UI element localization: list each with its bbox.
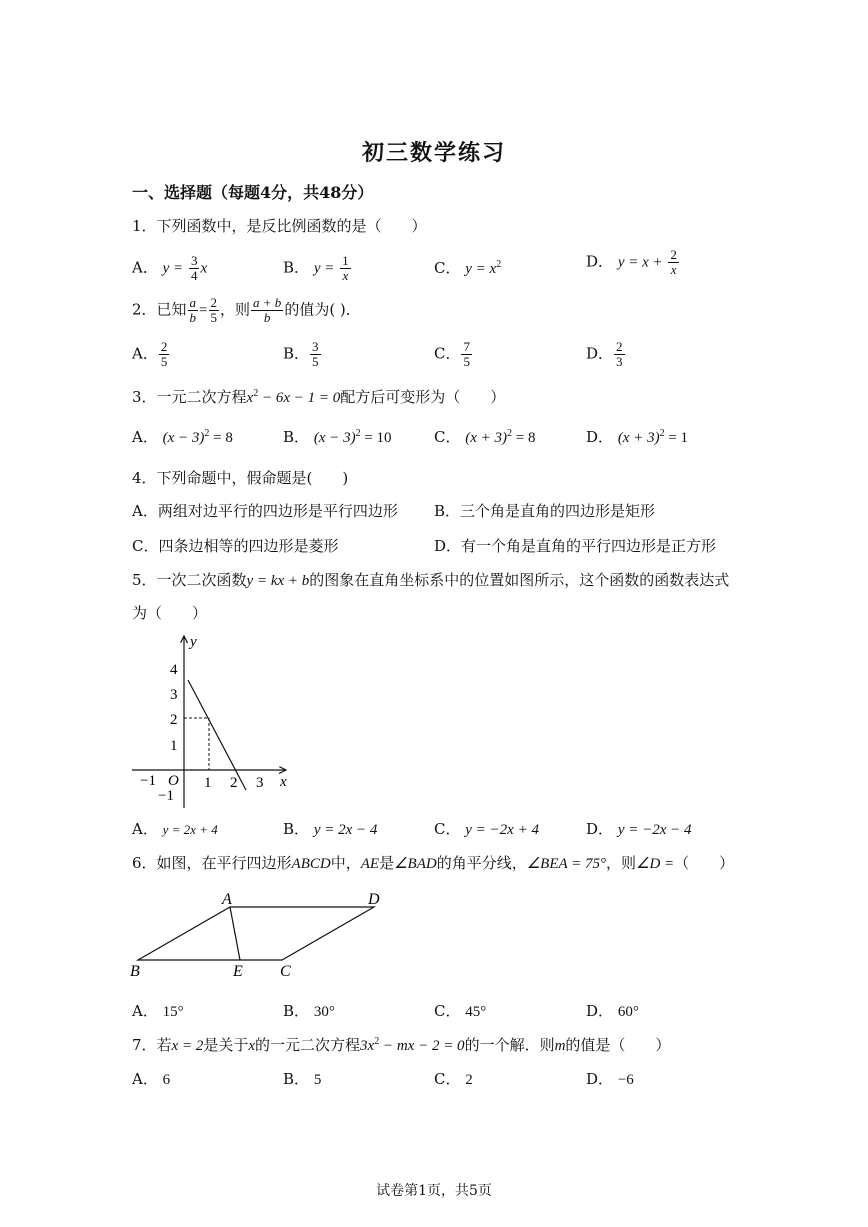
math: y = kx + b xyxy=(246,573,310,589)
math: ABCD xyxy=(291,856,331,872)
q7-option-b[interactable] xyxy=(283,1068,321,1089)
page-footer: 试卷第1页，共5页 xyxy=(376,1183,492,1199)
text: 2．已知 xyxy=(132,300,187,319)
option-label: A． xyxy=(132,258,158,277)
question-1-stem: 1．下列函数中，是反比例函数的是（ ） xyxy=(132,217,427,235)
text: 是 xyxy=(379,854,395,872)
q3-option-d[interactable] xyxy=(586,426,688,447)
text: 中， xyxy=(330,854,361,872)
vertex-c-label: C xyxy=(280,963,291,980)
fraction: $\frac{2}{3}$ xyxy=(616,339,623,369)
question-5-stem-line2: 为（ ） xyxy=(132,604,208,622)
text: 的一个解．则 xyxy=(464,1036,555,1054)
answer-value: 2 xyxy=(465,1072,473,1088)
parallelogram-abcd xyxy=(138,907,374,960)
fraction: $\frac{2}{5}$ xyxy=(210,295,218,325)
x-tick-label: 2 xyxy=(230,775,238,791)
math: y = xyxy=(162,260,184,277)
fraction: $\frac{a + b}{b}$ xyxy=(253,295,282,325)
text: 3．一元二次方程 xyxy=(132,388,247,406)
option-label: C． xyxy=(434,1070,461,1088)
option-label: D． xyxy=(586,428,614,446)
function-line xyxy=(188,680,246,790)
text: ，则 xyxy=(606,854,637,872)
answer-value: 45° xyxy=(465,1004,487,1020)
q6-option-d[interactable] xyxy=(586,1000,639,1021)
math: − mx − 2 = 0 xyxy=(379,1038,465,1054)
x-tick-label: 3 xyxy=(256,775,264,791)
math: = 10 xyxy=(360,430,392,446)
fraction: $\frac{3}{5}$ xyxy=(312,339,319,369)
math: (x − 3) xyxy=(162,430,205,446)
q3-option-a[interactable] xyxy=(132,426,233,447)
q4-option-b[interactable]: B．三个角是直角的四边形是矩形 xyxy=(434,502,656,520)
exponent: 2 xyxy=(204,428,210,439)
option-label: D． xyxy=(586,344,614,363)
q1-option-d[interactable] xyxy=(586,248,680,277)
q2-option-b[interactable] xyxy=(283,340,322,369)
answer-value: 30° xyxy=(313,1004,335,1020)
q5-option-d[interactable] xyxy=(586,818,692,839)
math: 3x xyxy=(360,1038,375,1054)
page-title: 初三数学练习 xyxy=(361,140,506,166)
q2-option-d[interactable] xyxy=(586,340,626,369)
option-label: B． xyxy=(283,344,310,363)
option-label: A． xyxy=(132,820,158,838)
y-axis-label: y xyxy=(190,634,197,650)
q3-option-c[interactable] xyxy=(434,426,536,447)
question-7-stem xyxy=(132,1034,670,1055)
answer-value: 15° xyxy=(162,1004,184,1020)
exponent: 2 xyxy=(253,388,259,399)
q5-option-a[interactable] xyxy=(132,818,218,839)
text: 配方后可变形为（ ） xyxy=(340,388,506,406)
option-label: C． xyxy=(434,428,461,446)
option-label: B． xyxy=(283,258,310,277)
question-5-stem xyxy=(132,569,729,590)
math: = xyxy=(199,302,208,319)
text: 的值是（ ） xyxy=(565,1036,671,1054)
fraction: $\frac{7}{5}$ xyxy=(463,339,470,369)
q3-option-b[interactable] xyxy=(283,426,392,447)
math: ∠BEA = 75° xyxy=(526,856,606,872)
text: （ ） xyxy=(674,854,735,872)
vertex-d-label: D xyxy=(368,891,380,908)
option-label: C． xyxy=(434,344,461,363)
text: 5．一次二次函数 xyxy=(132,571,247,589)
option-label: D． xyxy=(586,820,614,838)
option-label: C． xyxy=(434,259,461,277)
text: 的角平分线， xyxy=(436,854,527,872)
math: x xyxy=(248,1038,256,1054)
y-tick-label: 1 xyxy=(170,738,178,754)
text: ，则 xyxy=(220,300,251,319)
x-axis-label: x xyxy=(280,774,287,790)
math: (x − 3) xyxy=(313,430,356,446)
math: x xyxy=(200,260,208,277)
q5-option-b[interactable] xyxy=(283,818,377,839)
q1-option-b[interactable] xyxy=(283,254,352,283)
q5-coordinate-graph xyxy=(128,628,298,810)
math: ∠D = xyxy=(636,856,675,872)
text: 6．如图，在平行四边形 xyxy=(132,854,292,872)
q1-option-c[interactable] xyxy=(434,257,501,278)
y-tick-label: 3 xyxy=(170,687,178,703)
question-6-stem xyxy=(132,852,734,873)
math: y = −2x − 4 xyxy=(617,822,692,838)
q2-option-c[interactable] xyxy=(434,340,473,369)
exponent: 2 xyxy=(507,428,513,439)
answer-value: 6 xyxy=(162,1072,171,1088)
exponent: 2 xyxy=(355,428,361,439)
math: y = xyxy=(313,260,335,277)
q4-option-d[interactable]: D．有一个角是直角的平行四边形是正方形 xyxy=(434,537,717,555)
answer-value: 5 xyxy=(313,1072,322,1088)
math: y = 2x + 4 xyxy=(162,822,218,837)
exponent: 2 xyxy=(659,428,665,439)
math: = 8 xyxy=(209,430,233,446)
math: y = x + xyxy=(617,254,663,271)
exponent: 2 xyxy=(374,1036,380,1047)
option-label: B． xyxy=(283,820,310,838)
fraction: $\frac{3}{4}$ xyxy=(190,253,198,283)
text: 是关于 xyxy=(203,1036,249,1054)
question-4-stem: 4．下列命题中，假命题是( ) xyxy=(132,469,349,487)
option-label: B． xyxy=(283,1070,310,1088)
fraction: $\frac{2}{x}$ xyxy=(670,247,677,277)
q6-option-c[interactable] xyxy=(434,1000,486,1021)
section-heading: 一、选择题（每题4分，共48分） xyxy=(132,183,374,202)
option-label: C． xyxy=(434,820,461,838)
text: 的图象在直角坐标系中的位置如图所示，这个函数的函数表达式 xyxy=(309,571,730,589)
origin-label: O xyxy=(168,773,179,789)
question-3-stem xyxy=(132,386,505,407)
option-label: D． xyxy=(586,1002,614,1020)
q1-option-a[interactable] xyxy=(132,254,207,283)
q6-option-a[interactable] xyxy=(132,1000,184,1021)
vertex-b-label: B xyxy=(130,963,140,980)
exponent: 2 xyxy=(496,259,502,270)
x-tick-label: 1 xyxy=(204,775,212,791)
x-tick-label: −1 xyxy=(140,773,156,789)
y-tick-label: −1 xyxy=(158,788,174,804)
math: x = 2 xyxy=(171,1038,204,1054)
math: x xyxy=(246,390,254,406)
answer-value: −6 xyxy=(617,1072,634,1088)
text: 的一元二次方程 xyxy=(255,1036,361,1054)
math: ∠BAD xyxy=(394,856,437,872)
math: − 6x − 1 = 0 xyxy=(258,390,341,406)
math: m xyxy=(554,1038,566,1054)
math: AE xyxy=(360,856,380,872)
q2-option-a[interactable] xyxy=(132,340,170,369)
q6-parallelogram-figure xyxy=(128,888,388,980)
math: = 1 xyxy=(664,430,689,446)
text: 7．若 xyxy=(132,1036,172,1054)
math: y = −2x + 4 xyxy=(465,822,539,838)
q7-option-c[interactable] xyxy=(434,1068,473,1089)
y-tick-label: 2 xyxy=(170,712,178,728)
option-label: D． xyxy=(586,1070,614,1088)
vertex-a-label: A xyxy=(222,891,232,908)
q5-option-c[interactable] xyxy=(434,818,539,839)
q7-option-a[interactable] xyxy=(132,1068,170,1089)
option-label: A． xyxy=(132,344,158,363)
option-label: B． xyxy=(283,1002,310,1020)
math: (x + 3) xyxy=(465,430,508,446)
y-tick-label: 4 xyxy=(170,662,178,678)
option-label: A． xyxy=(132,1002,158,1020)
option-label: A． xyxy=(132,1070,158,1088)
answer-value: 60° xyxy=(617,1004,639,1020)
q4-option-c[interactable]: C．四条边相等的四边形是菱形 xyxy=(132,537,339,555)
q4-option-a[interactable]: A．两组对边平行的四边形是平行四边形 xyxy=(132,502,398,520)
q6-option-b[interactable] xyxy=(283,1000,335,1021)
math: y = 2x − 4 xyxy=(313,822,378,838)
fraction: $\frac{1}{x}$ xyxy=(342,253,349,283)
math: y = x xyxy=(465,261,497,277)
q7-option-d[interactable] xyxy=(586,1068,634,1089)
option-label: A． xyxy=(132,428,158,446)
option-label: B． xyxy=(283,428,310,446)
math: (x + 3) xyxy=(617,430,660,446)
segment-ae xyxy=(230,907,240,960)
text: 的值为( )． xyxy=(284,300,361,319)
math: = 8 xyxy=(512,430,536,446)
point-e-label: E xyxy=(233,963,243,980)
question-2-stem xyxy=(132,296,361,325)
fraction: $\frac{a}{b}$ xyxy=(189,295,197,325)
fraction: $\frac{2}{5}$ xyxy=(160,339,168,369)
option-label: D． xyxy=(586,252,614,271)
option-label: C． xyxy=(434,1002,461,1020)
